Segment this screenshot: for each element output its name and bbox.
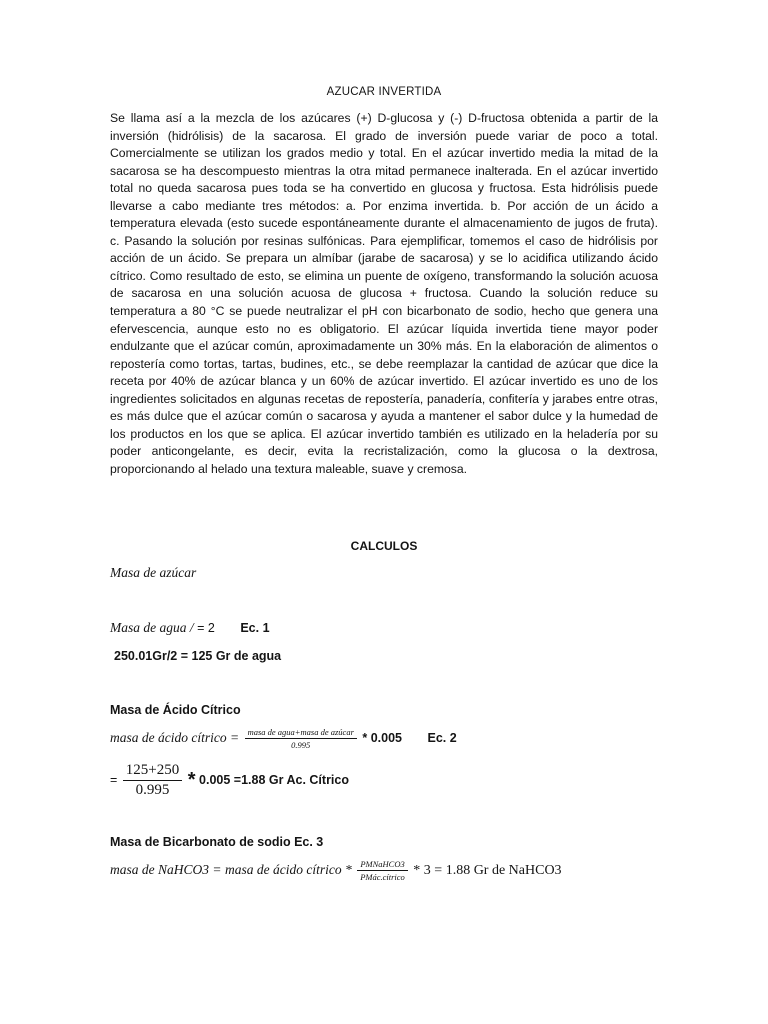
pm-nahco3: PMNaHCO3 — [357, 859, 408, 871]
acido-citrico-factor: * 0.005 — [362, 730, 402, 745]
acido-citrico-fraction — [245, 727, 357, 750]
pm-acido-citrico: PMác.cítrico — [360, 872, 405, 882]
bicarbonato-lhs: masa de NaHCO3 = — [110, 861, 222, 877]
substitution-denominator: 0.995 — [135, 782, 170, 798]
document-title: AZUCAR INVERTIDA — [326, 86, 442, 98]
equals-sign: = — [110, 772, 118, 787]
masa-agua-label: Masa de agua / — [110, 620, 194, 635]
masa-agua-result: 250.01Gr/2 = 125 Gr de agua — [114, 649, 282, 663]
acido-citrico-equation — [110, 727, 457, 750]
bicarbonato-fraction — [357, 859, 408, 882]
acido-citrico-substitution — [110, 762, 349, 799]
masa-agua-rhs: = 2 — [197, 621, 215, 635]
masa-agua-equation — [110, 620, 270, 636]
bicarbonato-mid: masa de ácido cítrico * — [224, 861, 352, 877]
bicarbonato-result: * 3 = 1.88 Gr de NaHCO3 — [413, 862, 562, 878]
fraction-denominator: 0.995 — [291, 740, 311, 750]
bicarbonato-heading: Masa de Bicarbonato de sodio Ec. 3 — [110, 835, 324, 849]
masa-azucar-label: Masa de azúcar — [110, 565, 197, 580]
substitution-numerator: 125+250 — [123, 762, 182, 781]
equation-1-label: Ec. 1 — [240, 621, 270, 635]
bicarbonato-equation — [110, 859, 562, 882]
acido-citrico-result: 0.005 =1.88 Gr Ac. Cítrico — [199, 772, 349, 787]
substitution-fraction — [123, 762, 182, 799]
main-paragraph: Se llama así a la mezcla de los azúcares (+) D-glucosa y (-) D-fructosa obtenida a partir de la inversión (hidrólisis) de la sacarosa. El grado de inversión puede variar de poco a total. Comercialmente se utilizan los grados medio y total. En el azúcar invertido media la mitad de la sacarosa se ha descompuesto mientras la otra mitad permanece inalterada. En el azúcar invertido total no queda sacarosa pues toda se ha convertido en glucosa y fructosa. Esta hidrólisis puede llevarse a cabo mediante tres métodos: a. Por enzima invertida. b. Por acción de un ácido a temperatura elevada (esto sucede espontáneamente durante el almacenamiento de jugos de fruta). c. Pasando la solución por resinas sulfónicas. Para ejemplificar, tomemos el caso de hidrólisis por acción de un ácido. Se prepara un almíbar (jarabe de sacarosa) y se lo acidifica utilizando ácido cítrico. Como resultado de esto, se elimina un puente de oxígeno, transformando la solución acuosa de sacarosa en una solución acuosa de glucosa + fructosa. Cuando la solución reduce su temperatura a 80 °C se puede neutralizar el pH con bicarbonato de sodio, hecho que genera una efervescencia, aunque esto no es obligatorio. El azúcar líquida invertida tiene mayor poder endulzante que el azúcar común, aproximadamente un 30% más. En la elaboración de alimentos o repostería como tortas, tartas, budines, etc., se debe reemplazar la cantidad de azúcar que dice la receta por 40% de azúcar blanca y un 60% de azúcar invertido. El azúcar invertido es uno de los ingredientes solicitados en algunas recetas de repostería, panadería, confitería y jarabes entre otras, es más dulce que el azúcar común o sacarosa y ayuda a mantener el sabor dulce y la humedad de los productos en los que se aplica. El azúcar invertido también es utilizado en la heladería por su poder anticongelante, es decir, evita la recristalización, como la glucosa o la dextrosa, proporcionando al helado una textura maleable, suave y cremosa. — [110, 111, 658, 476]
acido-citrico-lhs: masa de ácido cítrico = — [110, 729, 240, 745]
calculos-heading: CALCULOS — [350, 539, 418, 553]
multiply-sign: * — [187, 769, 196, 791]
fraction-numerator: masa de agua+masa de azúcar — [245, 727, 357, 739]
equation-2-label: Ec. 2 — [427, 730, 457, 745]
acido-citrico-heading: Masa de Ácido Cítrico — [110, 703, 241, 717]
